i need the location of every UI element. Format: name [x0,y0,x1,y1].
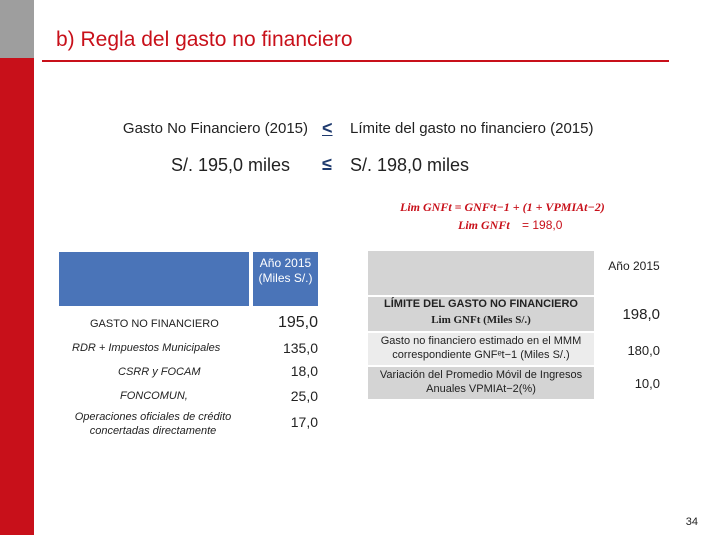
formula-line2: Lim GNFt [458,218,510,232]
right-row-label: Variación del Promedio Móvil de Ingresos [379,369,583,381]
left-row-label: RDR + Impuestos Municipales [72,342,221,354]
left-row-value: 25,0 [290,388,318,404]
left-row-label: GASTO NO FINANCIERO [90,318,219,330]
right-row-value: 198,0 [622,306,660,323]
limite-label: Límite del gasto no financiero (2015) [350,120,594,137]
page-number: 34 [685,516,698,528]
right-row-label: Gasto no financiero estimado en el MMM [380,335,582,347]
gasto-value: S/. 195,0 miles [170,155,290,175]
right-row-label2: Anuales VPMIAt−2(%) [426,383,536,395]
right-row-value: 180,0 [627,343,660,358]
slide-title: b) Regla del gasto no financiero [56,28,353,51]
left-row-label: FONCOMUN, [120,390,188,402]
left-row-value: 195,0 [277,314,318,331]
left-row-value: 18,0 [290,363,318,379]
left-table-blank-header [59,252,249,306]
formula-line1: Lim GNFt = GNFᵉt−1 + (1 + VPMIAt−2) [400,200,605,214]
right-table-header: Año 2015 [608,259,660,273]
less-equal-symbol: ≤ [322,154,332,174]
left-table-header: Año 2015 (Miles S/.) [253,252,318,306]
side-red-bar [0,58,34,535]
limite-value: S/. 198,0 miles [350,155,470,175]
right-row-label2: correspondiente GNFᵉt−1 (Miles S/.) [392,349,570,361]
title-underline [42,60,669,62]
right-row-value: 10,0 [634,376,660,391]
gasto-label: Gasto No Financiero (2015) [122,120,308,137]
formula-line2-value: = 198,0 [522,218,563,232]
left-row-label: CSRR y FOCAM [118,366,201,378]
right-table-blank-header [368,251,594,295]
left-row-label: Operaciones oficiales de crédito concertadas directamente [74,411,232,437]
right-row-label2: Lim GNFt (Miles S/.) [431,314,531,326]
left-row-value: 135,0 [282,340,318,356]
less-than-symbol: < [322,118,333,138]
right-row-label: LÍMITE DEL GASTO NO FINANCIERO [384,298,578,310]
left-row-value: 17,0 [290,414,318,430]
side-grey-bar [0,0,34,58]
